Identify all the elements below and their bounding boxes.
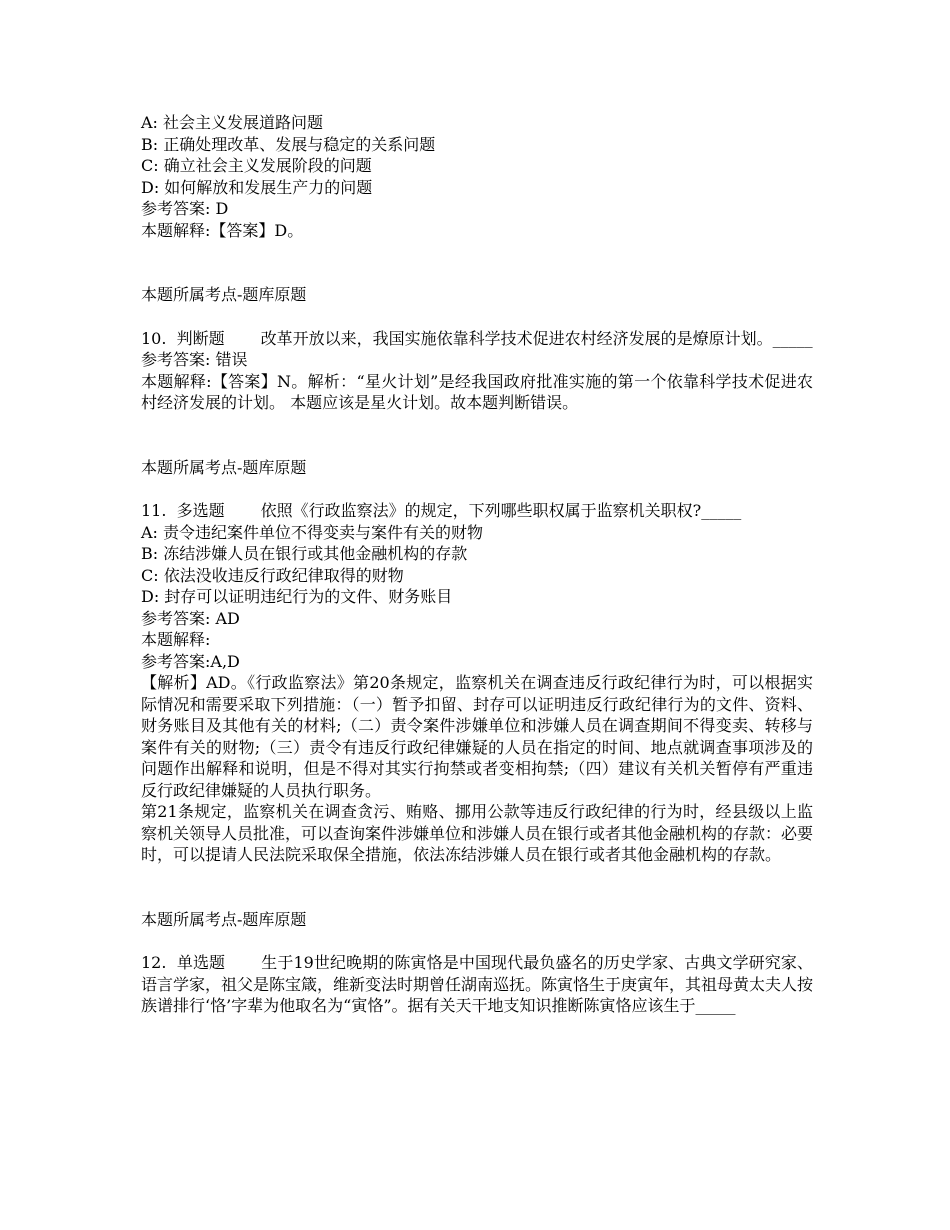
analysis-paragraph-2: 第21条规定，监察机关在调查贪污、贿赂、挪用公款等违反行政纪律的行为时，经县级以上监察机关领导人员批准，可以查询案件涉嫌单位和涉嫌人员在银行或者其他金融机构的存款：必要时，可以提请人民法院采取保全措施，依法冻结涉嫌人员在银行或者其他金融机构的存款。 (141, 802, 814, 864)
option-b: B: 冻结涉嫌人员在银行或其他金融机构的存款 (141, 544, 468, 563)
question-number: 11. (141, 501, 167, 520)
question-type: 单选题 (176, 953, 226, 972)
question-text: 生于19世纪晚期的陈寅恪是中国现代最负盛名的历史学家、古典文学研究家、语言学家，祖父是陈宝箴，维新变法时期曾任湖南巡抚。陈寅恪生于庚寅年，其祖母黄太夫人按族谱排行‘恪’字辈为他取名为“寅恪”。据有关天干地支知识推断陈寅恪应该生于_____ (141, 953, 814, 1015)
reference-answer: 参考答案: 错误 (141, 350, 248, 369)
question-stem (141, 500, 813, 522)
question-number: 12. (141, 953, 167, 972)
option-a: A: 责令违纪案件单位不得变卖与案件有关的财物 (141, 522, 484, 542)
explanation: 本题解释:【答案】D。 (141, 220, 304, 240)
analysis-paragraph-1: 【解析】AD。《行政监察法》第20条规定，监察机关在调查违反行政纪律行为时，可以根据实际情况和需要采取下列措施：（一）暂予扣留、封存可以证明违反行政纪律行为的文件、资料、财务账目及其他有关的材料;（二）责令案件涉嫌单位和涉嫌人员在调查期间不得变卖、转移与案件有关的财物;（三）责令有违反行政纪律嫌疑的人员在指定的时间、地点就调查事项涉及的问题作出解释和说明，但是不得对其实行拘禁或者变相拘禁;（四）建议有关机关暂停有严重违反行政纪律嫌疑的人员执行职务。 (141, 673, 813, 800)
option-b: B: 正确处理改革、发展与稳定的关系问题 (141, 134, 436, 154)
question-10 (141, 328, 813, 501)
exam-point: 本题所属考点-题库原题 (141, 909, 307, 929)
option-c: C: 确立社会主义发展阶段的问题 (141, 156, 372, 175)
option-c: C: 依法没收违反行政纪律取得的财物 (141, 565, 404, 585)
exam-point: 本题所属考点-题库原题 (141, 285, 307, 304)
reference-answer: 参考答案: D (141, 199, 229, 218)
question-stem (141, 328, 813, 350)
reference-answer: 参考答案: AD (141, 608, 240, 628)
document-page (141, 112, 813, 1017)
question-12 (141, 952, 813, 1017)
option-d: D: 封存可以证明违纪行为的文件、财务账目 (141, 587, 453, 606)
exam-point: 本题所属考点-题库原题 (141, 457, 307, 477)
question-type: 多选题 (176, 501, 225, 520)
question-type: 判断题 (176, 328, 225, 348)
option-d: D: 如何解放和发展生产力的问题 (141, 177, 373, 197)
question-number: 10. (141, 328, 167, 348)
reference-answer-detail: 参考答案:A,D (141, 651, 240, 671)
question-text: 依照《行政监察法》的规定，下列哪些职权属于监察机关职权?_____ (260, 501, 742, 520)
question-stem (141, 952, 813, 1017)
question-text: 改革开放以来，我国实施依靠科学技术促进农村经济发展的是燎原计划。_____ (260, 328, 813, 348)
explanation-label: 本题解释: (141, 630, 211, 649)
explanation: 本题解释:【答案】N。解析：“星火计划”是经我国政府批准实施的第一个依靠科学技术促进农村经济发展的计划。 本题应该是星火计划。故本题判断错误。 (141, 371, 813, 412)
option-a: A: 社会主义发展道路问题 (141, 113, 324, 132)
question-9 (141, 112, 813, 328)
question-11 (141, 500, 813, 952)
